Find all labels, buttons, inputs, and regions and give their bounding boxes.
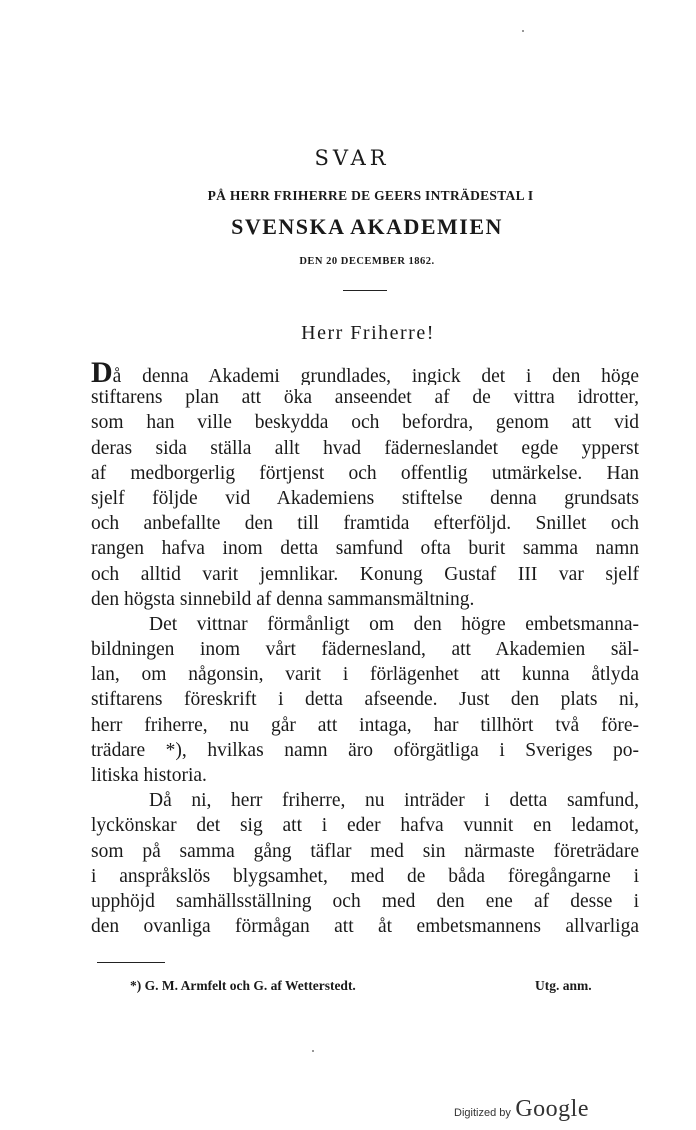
- text-line: och alltid varit jemnlikar. Konung Gustaf III var sjelf: [91, 563, 639, 585]
- text-line: stiftarens plan att öka anseendet af de vittra idrotter,: [91, 387, 639, 409]
- salutation: Herr Friherre!: [301, 322, 435, 344]
- heading-academy: SVENSKA AKADEMIEN: [231, 214, 503, 239]
- drop-cap: D: [91, 360, 113, 386]
- text-line: den högsta sinnebild af denna sammansmältning.: [91, 588, 475, 610]
- google-logo: Google: [515, 1096, 589, 1122]
- text-line: bildningen inom vårt fädernesland, att Akademien säl-: [91, 639, 639, 661]
- text-line: lyckönskar det sig att i eder hafva vunnit en ledamot,: [91, 815, 639, 837]
- text-line: den ovanliga förmågan att åt embetsmannens allvarliga: [91, 916, 639, 938]
- text-line: som han ville beskydda och befordra, genom att vid: [91, 412, 639, 434]
- text-line: som på samma gång täflar med sin närmaste företrädare: [91, 840, 639, 862]
- heading-svar: SVAR: [314, 146, 390, 170]
- paragraph-1-first-line: å denna Akademi grundlades, ingick det i den höge: [112, 366, 639, 386]
- text-line: stiftarens föreskrift i detta afseende. Just den plats ni,: [91, 689, 639, 711]
- text-line: lan, om någonsin, varit i förlägenhet att kunna åtlyda: [91, 664, 639, 686]
- text-line: af medborgerlig förtjenst och offentlig utmärkelse. Han: [91, 462, 639, 484]
- text-line: Då ni, herr friherre, nu inträder i detta samfund,: [149, 790, 639, 812]
- text-line: och anbefallte den till framtida efterföljd. Snillet och: [91, 513, 639, 535]
- text-line: Det vittnar förmånligt om den högre embetsmanna-: [149, 613, 639, 635]
- footnote-divider: [97, 962, 165, 963]
- scan-speck: [522, 30, 524, 32]
- footnote-text: *) G. M. Armfelt och G. af Wetterstedt.: [130, 978, 356, 993]
- paragraph-1-line-1: [91, 360, 639, 385]
- heading-subtitle: PÅ HERR FRIHERRE DE GEERS INTRÄDESTAL I: [207, 188, 534, 203]
- text-line: herr friherre, nu går att intaga, har tillhört två före-: [91, 714, 639, 736]
- text-line: i anspråkslös blygsamhet, med de båda föregångarne i: [91, 865, 639, 887]
- heading-date: DEN 20 DECEMBER 1862.: [299, 256, 435, 267]
- text-line: litiska historia.: [91, 765, 207, 786]
- footnote-editor-note: Utg. anm.: [535, 978, 592, 993]
- text-line: rangen hafva inom detta samfund ofta burit samma namn: [91, 538, 639, 560]
- title-divider: [343, 290, 387, 291]
- digitized-watermark: [454, 1096, 589, 1123]
- body-text: [91, 360, 639, 939]
- text-line: trädare *), hvilkas namn äro oförgätliga i Sveriges po-: [91, 739, 639, 761]
- text-line: sjelf följde vid Akademiens stiftelse denna grundsats: [91, 487, 639, 509]
- watermark-prefix: Digitized by: [454, 1107, 511, 1119]
- text-line: deras sida ställa allt hvad fäderneslandet egde ypperst: [91, 437, 639, 459]
- text-line: upphöjd samhällsställning och med den ene af desse i: [91, 890, 639, 912]
- scan-speck: [312, 1050, 314, 1052]
